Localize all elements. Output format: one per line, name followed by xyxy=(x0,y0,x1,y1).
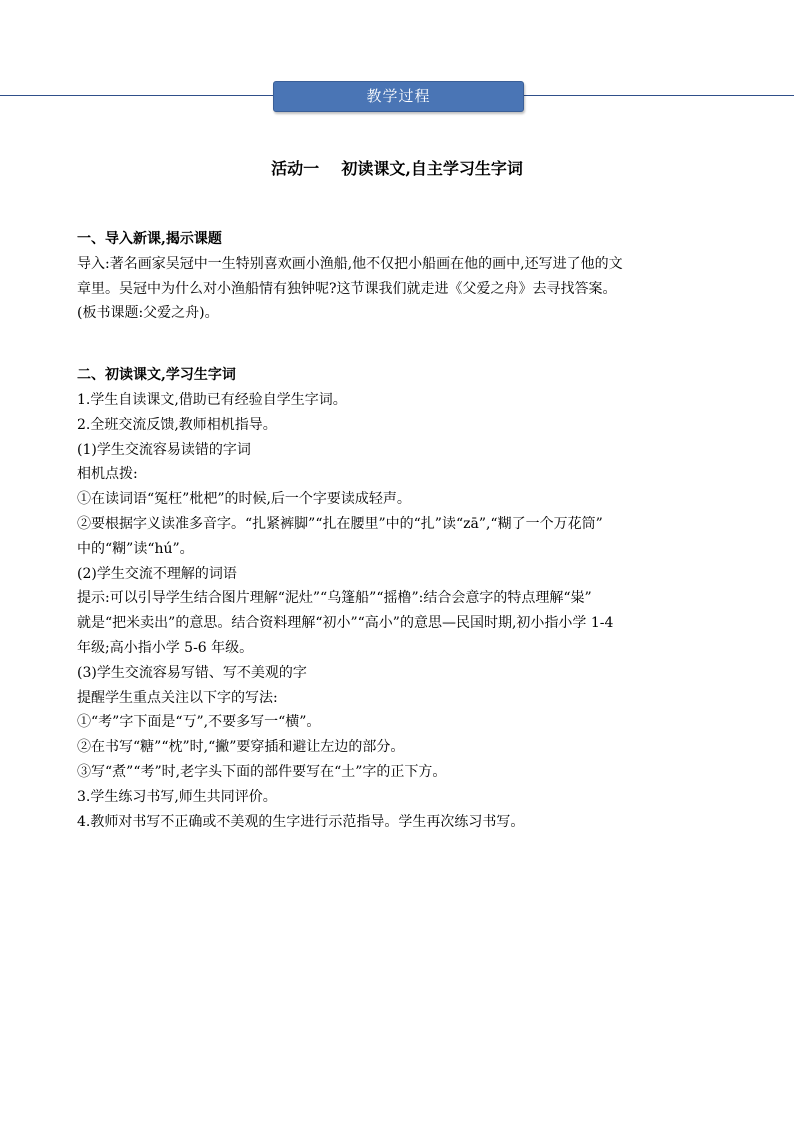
paragraph-line: (1)学生交流容易读错的字词 xyxy=(77,441,251,458)
paragraph-line: 导入:著名画家吴冠中一生特别喜欢画小渔船,他不仅把小船画在他的画中,还写进了他的文 xyxy=(77,255,623,272)
section-heading-reading: 二、初读课文,学习生字词 xyxy=(77,367,236,384)
activity-title: 活动一 初读课文,自主学习生字词 xyxy=(271,159,523,178)
paragraph-line: 章里。吴冠中为什么对小渔船情有独钟呢?这节课我们就走进《父爱之舟》去寻找答案。 xyxy=(77,280,617,297)
paragraph-line: 年级;高小指小学 5-6 年级。 xyxy=(77,639,254,656)
paragraph-line: 2.全班交流反馈,教师相机指导。 xyxy=(77,416,277,433)
section-badge: 教学过程 xyxy=(273,81,524,112)
paragraph-line: (3)学生交流容易写错、写不美观的字 xyxy=(77,664,307,681)
paragraph-line: (板书课题:父爱之舟)。 xyxy=(77,305,219,322)
paragraph-line: 提示:可以引导学生结合图片理解“泥灶”“乌篷船”“摇橹”:结合会意字的特点理解“粜” xyxy=(77,590,592,607)
paragraph-line: ①“考”字下面是“丂”,不要多写一“横”。 xyxy=(77,714,321,731)
lesson-content xyxy=(77,227,727,834)
section-heading-intro: 一、导入新课,揭示课题 xyxy=(77,231,222,247)
paragraph-line: 3.学生练习书写,师生共同评价。 xyxy=(77,788,277,805)
paragraph-line: 中的“糊”读“hú”。 xyxy=(77,540,194,557)
paragraph-line: 相机点拨: xyxy=(77,466,138,483)
paragraph-line: ③写“煮”“考”时,老字头下面的部件要写在“土”字的正下方。 xyxy=(77,763,447,780)
paragraph-line: ①在读词语“冤枉”枇杷”的时候,后一个字要读成轻声。 xyxy=(77,491,411,508)
paragraph-line: 4.教师对书写不正确或不美观的生字进行示范指导。学生再次练习书写。 xyxy=(77,813,525,830)
paragraph-line: ②在书写“糖”“枕”时,“撇”要穿插和避让左边的部分。 xyxy=(77,739,405,756)
paragraph-line: 提醒学生重点关注以下字的写法: xyxy=(77,689,278,706)
section-spacer xyxy=(77,326,727,363)
paragraph-line: (2)学生交流不理解的词语 xyxy=(77,565,237,582)
paragraph-line: 1.学生自读课文,借助已有经验自学生字词。 xyxy=(77,391,347,408)
paragraph-line: 就是“把米卖出”的意思。结合资料理解“初小”“高小”的意思—民国时期,初小指小学 1-4 xyxy=(77,615,614,632)
paragraph-line: ②要根据字义读准多音字。“扎紧裤脚”“扎在腰里”中的“扎”读“zā”,“糊了一个万花筒” xyxy=(77,515,603,532)
